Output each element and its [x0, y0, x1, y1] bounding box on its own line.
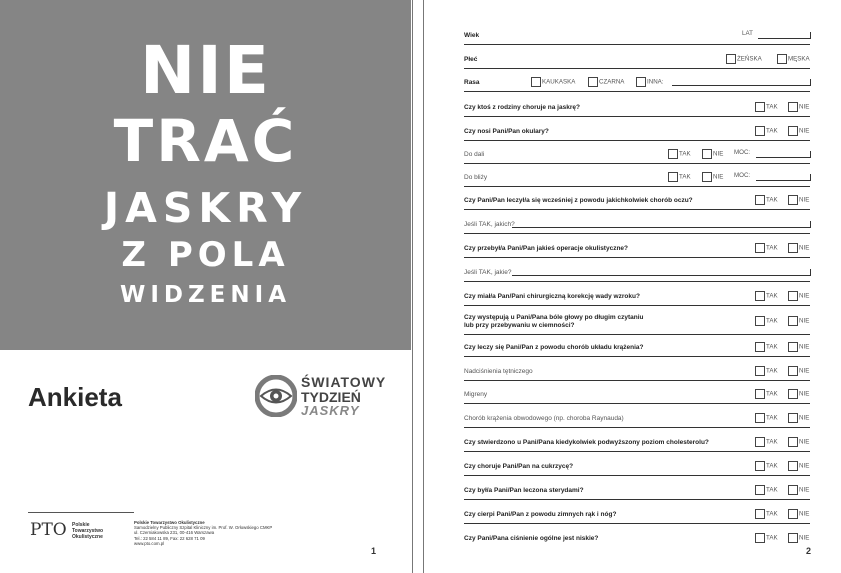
address-line: Tel.: 22 584 11 89, Fax: 22 628 71 09	[134, 535, 205, 541]
option-label: NIE	[799, 292, 810, 300]
question-label: Jeśli TAK, jakie?	[464, 269, 512, 276]
checkbox[interactable]	[755, 485, 765, 495]
option-label: MOC:	[734, 149, 751, 156]
checkbox[interactable]	[755, 366, 765, 376]
no-option[interactable]	[788, 413, 809, 423]
checkbox[interactable]	[788, 316, 798, 326]
yes-option[interactable]	[755, 342, 778, 352]
address-line: Polskie Towarzystwo Okulistyczne	[134, 520, 205, 525]
question-row	[464, 427, 810, 452]
checkbox[interactable]	[668, 149, 678, 159]
glasses-far-row	[464, 140, 810, 164]
question-row	[464, 499, 810, 524]
yes-option[interactable]	[755, 126, 778, 136]
address-line: www.pto.com.pl	[134, 540, 165, 546]
option-label: NIE	[799, 390, 810, 398]
checkbox[interactable]	[788, 437, 798, 447]
power-label	[734, 172, 750, 182]
checkbox[interactable]	[788, 389, 798, 399]
no-option[interactable]	[788, 533, 809, 543]
no-option[interactable]	[702, 172, 723, 182]
question-row	[464, 380, 810, 404]
option-label: ŻEŃSKA	[737, 55, 762, 63]
option-label: NIE	[799, 244, 810, 252]
checkbox[interactable]	[755, 509, 765, 519]
question-label: Czy stwierdzono u Pani/Pana kiedykolwiek podwyższony poziom cholesterolu?	[464, 439, 709, 446]
row-age	[464, 20, 810, 45]
org-address	[134, 520, 272, 546]
option-label: TAK	[766, 343, 778, 351]
question-label: Czy Pani/Pana ciśnienie ogólne jest niskie?	[464, 535, 599, 542]
yes-option[interactable]	[755, 509, 778, 519]
yes-option[interactable]	[755, 102, 778, 112]
question-row	[464, 305, 810, 335]
power-input[interactable]	[756, 151, 811, 158]
surgery-which-input[interactable]	[512, 269, 811, 276]
org-name-line: Okulistyczne	[72, 534, 103, 540]
option-label: MĘSKA	[788, 55, 810, 63]
question-row	[464, 116, 810, 141]
yes-option[interactable]	[755, 389, 778, 399]
option-label: KAUKASKA	[542, 78, 576, 86]
row-race	[464, 68, 810, 92]
question-label-line: Czy występują u Pani/Pana bóle głowy po długim czytaniu	[464, 314, 644, 321]
checkbox[interactable]	[755, 413, 765, 423]
headline-line-2: TRAĆ	[113, 107, 298, 175]
no-option[interactable]	[788, 366, 809, 376]
question-label	[464, 314, 644, 330]
question-label: Czy cierpi Pani/Pan z powodu zimnych rąk i nóg?	[464, 511, 617, 518]
question-row	[464, 186, 810, 210]
checkbox[interactable]	[726, 54, 736, 64]
checkbox[interactable]	[755, 533, 765, 543]
no-option[interactable]	[788, 461, 809, 471]
race-label: Rasa	[464, 79, 480, 86]
checkbox[interactable]	[755, 243, 765, 253]
option-label: NIE	[799, 534, 810, 542]
followup-row	[464, 209, 810, 234]
option-label: TAK	[766, 462, 778, 470]
option-label: TAK	[766, 414, 778, 422]
no-option[interactable]	[788, 316, 809, 326]
sex-male-option[interactable]	[777, 54, 810, 64]
question-label-line: lub przy przebywaniu w ciemności?	[464, 322, 575, 329]
questionnaire-page	[431, 0, 841, 573]
option-label: NIE	[713, 150, 724, 158]
option-label: TAK	[766, 438, 778, 446]
no-option[interactable]	[788, 509, 809, 519]
option-label: INNA:	[647, 78, 664, 86]
checkbox[interactable]	[788, 533, 798, 543]
logo-text-2: TYDZIEŃ	[301, 389, 361, 405]
yes-option[interactable]	[755, 461, 778, 471]
cover-banner	[0, 0, 411, 350]
yes-option[interactable]	[755, 485, 778, 495]
page-number: 2	[806, 546, 812, 556]
org-name	[72, 522, 103, 540]
checkbox[interactable]	[788, 461, 798, 471]
option-label: TAK	[766, 196, 778, 204]
option-label: TAK	[766, 390, 778, 398]
world-glaucoma-week-logo	[255, 372, 405, 422]
headline-line-3: JASKRY	[103, 184, 308, 232]
eye-logo-icon	[255, 375, 297, 417]
option-label: NIE	[799, 127, 810, 135]
org-name-line: Towarzystwo	[72, 528, 104, 534]
question-label: Czy miał/a Pan/Pani chirurgiczną korekcję wady wzroku?	[464, 293, 640, 300]
headline-line-4: Z POLA	[121, 235, 290, 275]
checkbox[interactable]	[755, 461, 765, 471]
checkbox[interactable]	[702, 172, 712, 182]
age-unit	[742, 30, 753, 40]
option-label: NIE	[799, 103, 810, 111]
org-name-line: Polskie	[72, 522, 90, 528]
sex-female-option[interactable]	[726, 54, 762, 64]
option-label: NIE	[799, 343, 810, 351]
no-option[interactable]	[788, 243, 809, 253]
question-label: Czy choruje Pani/Pan na cukrzycę?	[464, 463, 574, 470]
logo-text-3: JASKRY	[301, 403, 360, 418]
checkbox[interactable]	[531, 77, 541, 87]
option-label: TAK	[766, 510, 778, 518]
logo-text-1: ŚWIATOWY	[301, 374, 387, 390]
checkbox[interactable]	[788, 195, 798, 205]
treated-which-input[interactable]	[512, 221, 811, 228]
page-edge	[423, 0, 424, 573]
footer-divider	[28, 512, 134, 513]
checkbox[interactable]	[788, 126, 798, 136]
headline-line-1: NIE	[140, 32, 271, 109]
question-row	[464, 451, 810, 476]
no-option[interactable]	[788, 485, 809, 495]
no-option[interactable]	[788, 389, 809, 399]
question-row	[464, 233, 810, 258]
race-other-input[interactable]	[672, 79, 811, 86]
checkbox[interactable]	[788, 102, 798, 112]
address-line: Samodzielny Publiczny Szpital Kliniczny im. Prof. W. Orłowskiego CMKP	[134, 525, 273, 531]
yes-option[interactable]	[668, 172, 691, 182]
race-other-option[interactable]	[636, 77, 664, 87]
question-label: Czy przebył/a Pani/Pan jakieś operacje okulistyczne?	[464, 245, 629, 252]
yes-option[interactable]	[755, 316, 778, 326]
checkbox[interactable]	[755, 195, 765, 205]
checkbox[interactable]	[755, 102, 765, 112]
pto-logo: PTO	[30, 520, 67, 540]
question-label: Czy ktoś z rodziny choruje na jaskrę?	[464, 104, 580, 111]
option-label: TAK	[766, 103, 778, 111]
option-label: LAT	[742, 30, 753, 37]
no-option[interactable]	[788, 291, 809, 301]
page-edge	[412, 0, 413, 573]
question-label: Czy był/a Pani/Pan leczona sterydami?	[464, 487, 584, 494]
option-label: NIE	[799, 510, 810, 518]
checkbox[interactable]	[755, 316, 765, 326]
option-label: TAK	[766, 317, 778, 325]
checkbox[interactable]	[777, 54, 787, 64]
option-label: NIE	[799, 438, 810, 446]
option-label: TAK	[766, 244, 778, 252]
checkbox[interactable]	[788, 342, 798, 352]
headline-line-5: WIDZENIA	[119, 284, 291, 302]
yes-option[interactable]	[755, 437, 778, 447]
checkbox[interactable]	[755, 291, 765, 301]
yes-option[interactable]	[668, 149, 691, 159]
option-label: CZARNA	[599, 78, 625, 86]
checkbox[interactable]	[755, 126, 765, 136]
glasses-near-row	[464, 163, 810, 187]
question-label: Do bliży	[464, 174, 488, 181]
no-option[interactable]	[788, 102, 809, 112]
checkbox[interactable]	[636, 77, 646, 87]
yes-option[interactable]	[755, 195, 778, 205]
race-black-option[interactable]	[588, 77, 624, 87]
question-row	[464, 334, 810, 357]
question-label: Czy leczy się Pani/Pan z powodu chorób układu krążenia?	[464, 344, 644, 351]
question-row	[464, 91, 810, 117]
question-row	[464, 281, 810, 306]
option-label: NIE	[799, 462, 810, 470]
option-label: TAK	[679, 150, 691, 158]
option-label: NIE	[799, 414, 810, 422]
option-label: TAK	[766, 534, 778, 542]
checkbox[interactable]	[788, 485, 798, 495]
question-label: Do dali	[464, 151, 485, 158]
question-label: Nadciśnienia tętniczego	[464, 368, 533, 375]
sex-label: Płeć	[464, 56, 478, 63]
option-label: NIE	[713, 173, 724, 181]
question-label: Czy Pani/Pan leczył/a się wcześniej z powodu jakichkolwiek chorób oczu?	[464, 197, 693, 204]
question-row	[464, 523, 810, 544]
yes-option[interactable]	[755, 366, 778, 376]
question-row	[464, 475, 810, 500]
age-label: Wiek	[464, 32, 480, 39]
option-label: NIE	[799, 486, 810, 494]
option-label: TAK	[766, 486, 778, 494]
question-label: Chorób krążenia obwodowego (np. choroba Raynauda)	[464, 415, 624, 422]
checkbox[interactable]	[702, 149, 712, 159]
checkbox[interactable]	[788, 291, 798, 301]
option-label: NIE	[799, 367, 810, 375]
yes-option[interactable]	[755, 413, 778, 423]
checkbox[interactable]	[755, 437, 765, 447]
page-number: 1	[371, 546, 377, 556]
option-label: NIE	[799, 317, 810, 325]
no-option[interactable]	[702, 149, 723, 159]
checkbox[interactable]	[788, 509, 798, 519]
checkbox[interactable]	[755, 342, 765, 352]
option-label: TAK	[679, 173, 691, 181]
no-option[interactable]	[788, 437, 809, 447]
yes-option[interactable]	[755, 291, 778, 301]
race-caucasian-option[interactable]	[531, 77, 575, 87]
option-label: TAK	[766, 127, 778, 135]
checkbox[interactable]	[788, 413, 798, 423]
yes-option[interactable]	[755, 533, 778, 543]
option-label: TAK	[766, 292, 778, 300]
address-line: ul. Czerniakowska 231, 00-416 Warszawa	[134, 530, 215, 536]
checkbox[interactable]	[668, 172, 678, 182]
no-option[interactable]	[788, 342, 809, 352]
power-input[interactable]	[756, 174, 811, 181]
row-sex	[464, 44, 810, 69]
question-row	[464, 356, 810, 381]
option-label: MOC:	[734, 172, 751, 179]
cover-page	[0, 0, 411, 573]
question-label: Jeśli TAK, jakich?	[464, 221, 515, 228]
question-row	[464, 403, 810, 428]
no-option[interactable]	[788, 126, 809, 136]
question-label: Migreny	[464, 391, 488, 398]
page-binding	[411, 0, 431, 573]
page-title: Ankieta	[28, 382, 122, 412]
checkbox[interactable]	[788, 243, 798, 253]
checkbox[interactable]	[788, 366, 798, 376]
checkbox[interactable]	[755, 389, 765, 399]
power-label	[734, 149, 750, 159]
no-option[interactable]	[788, 195, 809, 205]
age-input[interactable]	[758, 32, 811, 39]
option-label: NIE	[799, 196, 810, 204]
question-label: Czy nosi Pani/Pan okulary?	[464, 128, 549, 135]
option-label: TAK	[766, 367, 778, 375]
followup-row	[464, 257, 810, 282]
yes-option[interactable]	[755, 243, 778, 253]
checkbox[interactable]	[588, 77, 598, 87]
